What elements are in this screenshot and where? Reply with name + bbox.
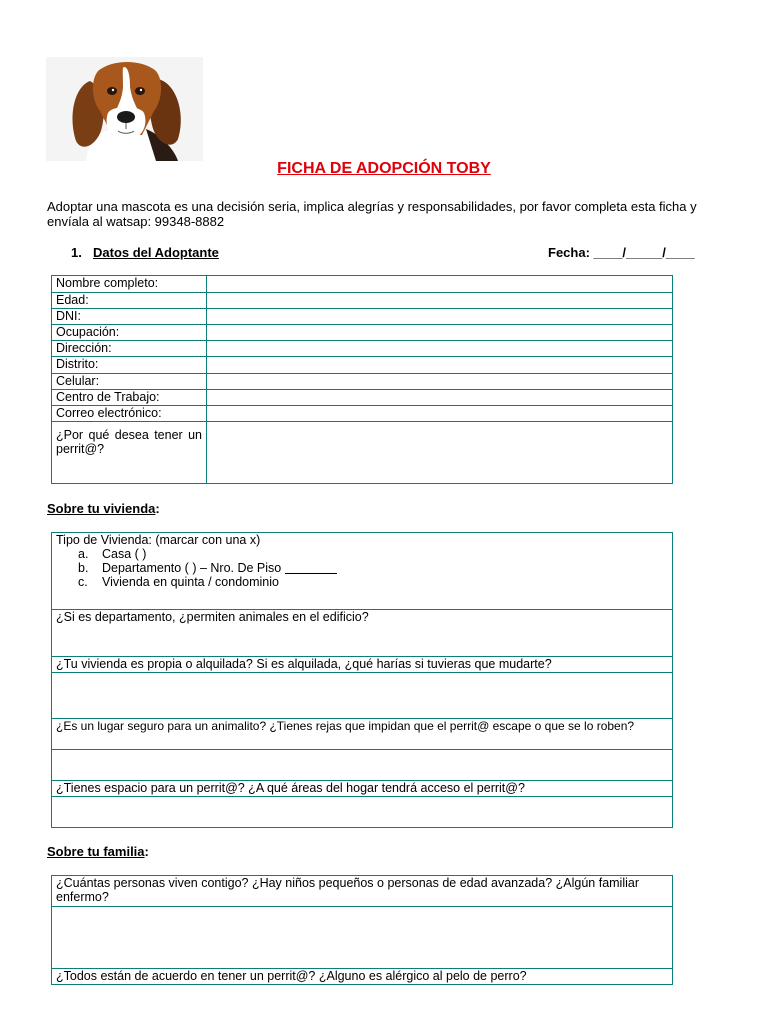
field-label: DNI: bbox=[52, 309, 207, 325]
page-title: FICHA DE ADOPCIÓN TOBY bbox=[277, 160, 491, 177]
field-input[interactable] bbox=[207, 390, 673, 406]
field-label: ¿Por qué desea tener un perrit@? bbox=[52, 422, 207, 484]
option-letter: a. bbox=[78, 547, 89, 561]
option-text: Casa ( ) bbox=[102, 547, 147, 561]
vivienda-heading-text: Sobre tu vivienda bbox=[47, 501, 156, 516]
option-casa[interactable] bbox=[56, 547, 668, 561]
beagle-photo bbox=[46, 57, 203, 161]
field-label: Nombre completo: bbox=[52, 276, 207, 293]
section-adoptante-heading bbox=[71, 245, 219, 260]
tipo-vivienda-cell bbox=[52, 533, 673, 610]
fecha-field[interactable]: Fecha: ____/_____/____ bbox=[548, 245, 695, 260]
field-label: Ocupación: bbox=[52, 325, 207, 341]
intro-paragraph: Adoptar una mascota es una decisión seria, implica alegrías y responsabilidades, por favor completa esta ficha y envíala al watsap: 99348-8882 bbox=[47, 199, 697, 229]
question-acuerdo: ¿Todos están de acuerdo en tener un perrit@? ¿Alguno es alérgico al pelo de perro? bbox=[52, 969, 673, 985]
option-text: Departamento ( ) – Nro. De Piso bbox=[102, 561, 282, 575]
answer-field[interactable] bbox=[52, 673, 673, 719]
field-input[interactable] bbox=[207, 276, 673, 293]
tipo-vivienda-label: Tipo de Vivienda: (marcar con una x) bbox=[56, 533, 261, 547]
option-text: Vivienda en quinta / condominio bbox=[102, 575, 279, 589]
field-label: Edad: bbox=[52, 293, 207, 309]
field-label: Centro de Trabajo: bbox=[52, 390, 207, 406]
adoptante-table bbox=[51, 275, 673, 484]
option-letter: b. bbox=[78, 561, 89, 575]
field-input[interactable] bbox=[207, 309, 673, 325]
piso-blank[interactable] bbox=[285, 573, 337, 574]
field-label: Distrito: bbox=[52, 357, 207, 374]
field-input[interactable] bbox=[207, 357, 673, 374]
familia-table bbox=[51, 875, 673, 985]
answer-field[interactable] bbox=[52, 797, 673, 828]
question-espacio: ¿Tienes espacio para un perrit@? ¿A qué áreas del hogar tendrá acceso el perrit@? bbox=[52, 781, 673, 797]
familia-heading: Sobre tu familia: bbox=[47, 844, 149, 859]
option-letter: c. bbox=[78, 575, 88, 589]
field-label: Dirección: bbox=[52, 341, 207, 357]
question-personas: ¿Cuántas personas viven contigo? ¿Hay niños pequeños o personas de edad avanzada? ¿Algún familiar enfermo? bbox=[52, 876, 673, 907]
answer-field[interactable] bbox=[52, 907, 673, 969]
familia-heading-text: Sobre tu familia bbox=[47, 844, 145, 859]
vivienda-table bbox=[51, 532, 673, 828]
option-departamento[interactable] bbox=[56, 561, 668, 575]
field-input[interactable] bbox=[207, 374, 673, 390]
answer-field[interactable] bbox=[52, 750, 673, 781]
option-quinta[interactable] bbox=[56, 575, 668, 589]
beagle-dog-image bbox=[46, 57, 203, 161]
field-label: Correo electrónico: bbox=[52, 406, 207, 422]
field-input[interactable] bbox=[207, 325, 673, 341]
question-propia-alquilada: ¿Tu vivienda es propia o alquilada? Si es alquilada, ¿qué harías si tuvieras que mudarte? bbox=[52, 657, 673, 673]
field-input[interactable] bbox=[207, 341, 673, 357]
field-input[interactable] bbox=[207, 406, 673, 422]
field-label: Celular: bbox=[52, 374, 207, 390]
field-input[interactable] bbox=[207, 293, 673, 309]
question-lugar-seguro: ¿Es un lugar seguro para un animalito? ¿Tienes rejas que impidan que el perrit@ escape o que se lo roben? bbox=[52, 719, 673, 750]
vivienda-heading: Sobre tu vivienda: bbox=[47, 501, 160, 516]
field-input[interactable] bbox=[207, 422, 673, 484]
section-title: Datos del Adoptante bbox=[93, 245, 219, 260]
section-number: 1. bbox=[71, 245, 82, 260]
question-edificio: ¿Si es departamento, ¿permiten animales en el edificio? bbox=[52, 610, 673, 657]
